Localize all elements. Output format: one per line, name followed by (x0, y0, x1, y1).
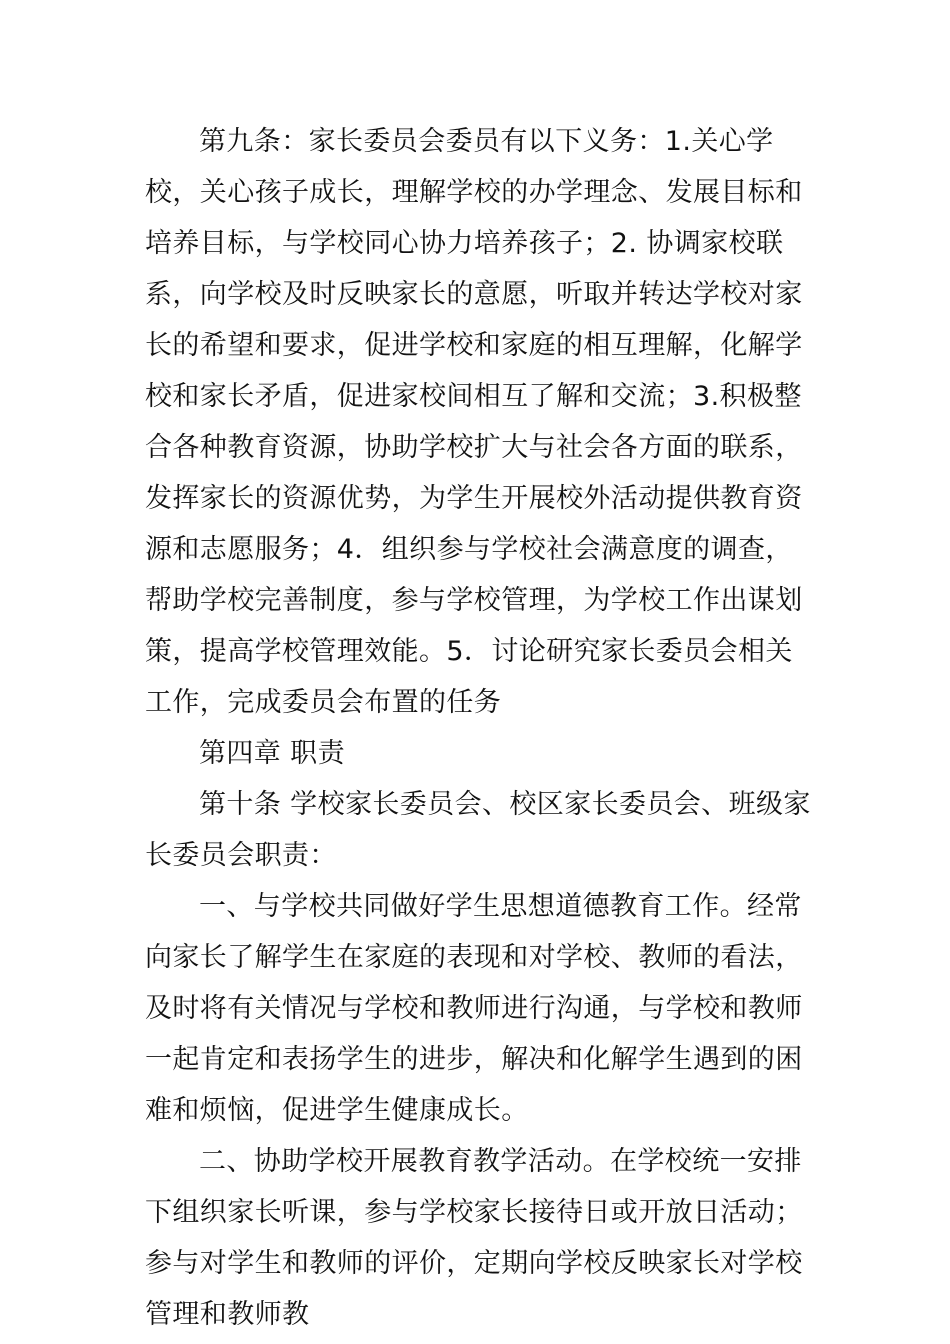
document-page (145, 116, 817, 1340)
duty-1-paragraph: 一、与学校共同做好学生思想道德教育工作。经常向家长了解学生在家庭的表现和对学校、教师的看法，及时将有关情况与学校和教师进行沟通，与学校和教师一起肯定和表扬学生的进步，解决和化解学生遇到的困难和烦恼，促进学生健康成长。 (145, 891, 803, 1126)
article-10-intro-paragraph: 第十条 学校家长委员会、校区家长委员会、班级家长委员会职责： (145, 789, 811, 871)
duty-2-paragraph: 二、协助学校开展教育教学活动。在学校统一安排下组织家长听课，参与学校家长接待日或开放日活动；参与对学生和教师的评价，定期向学校反映家长对学校管理和教师教 (145, 1146, 803, 1330)
chapter-4-heading: 第四章 职责 (199, 738, 345, 769)
article-9-duties-paragraph: 第九条：家长委员会委员有以下义务：1.关心学校，关心孩子成长，理解学校的办学理念、发展目标和培养目标，与学校同心协力培养孩子；2. 协调家校联系，向学校及时反映家长的意愿，听取并转达学校对家长的希望和要求，促进学校和家庭的相互理解，化解学校和家长矛盾，促进家校间相互了解和交流；3.积极整合各种教育资源，协助学校扩大与社会各方面的联系，发挥家长的资源优势，为学生开展校外活动提供教育资源和志愿服务；4．组织参与学校社会满意度的调查，帮助学校完善制度，参与学校管理，为学校工作出谋划策，提高学校管理效能。5．讨论研究家长委员会相关工作，完成委员会布置的任务 (145, 126, 803, 718)
